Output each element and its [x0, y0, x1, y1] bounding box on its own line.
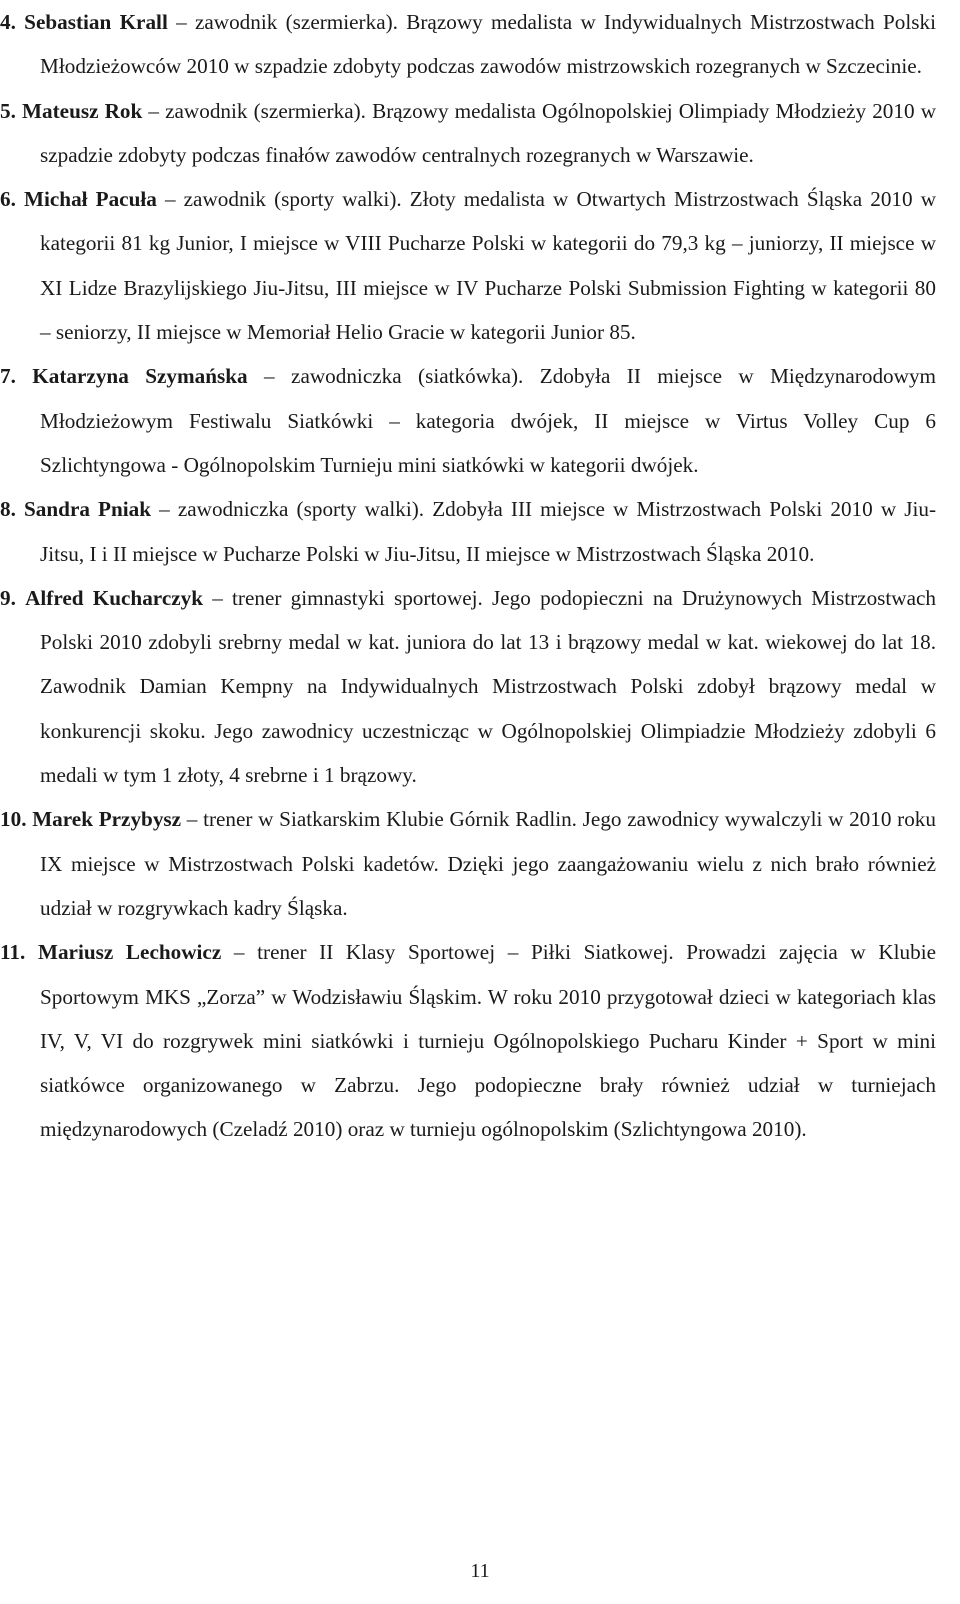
item-number: 10. [0, 807, 27, 832]
dash-separator: – [181, 807, 204, 832]
item-number: 6. [0, 187, 16, 212]
list-item [0, 797, 936, 930]
item-number: 4. [0, 10, 16, 34]
item-number: 8. [0, 497, 16, 522]
item-number: 9. [0, 585, 16, 610]
list-item [0, 0, 936, 89]
item-description: trener II Klasy Sportowej – Piłki Siatkowej. Prowadzi zajęcia w Klubie Sportowym MKS „Zorza” w Wodzisławiu Śląskim. W roku 2010 przygotował dzieci w kategoriach klas IV, V, VI do rozgrywek mini siatkówki i turnieju Ogólnopolskiego Pucharu Kinder + Sport w mini siatkówce organizowanego w Zabrzu. Jego podopieczne brały również udział w turniejach międzynarodowych (Czeladź 2010) oraz w turnieju ogólnopolskim (Szlichtyngowa 2010). [40, 940, 936, 1142]
dash-separator: – [151, 497, 178, 522]
person-name: Sebastian Krall [24, 10, 168, 34]
person-name: Katarzyna Szymańska [32, 364, 248, 389]
item-number: 5. [0, 98, 16, 123]
item-description: trener gimnastyki sportowej. Jego podopieczni na Drużynowych Mistrzostwach Polski 2010 zdobyli srebrny medal w kat. juniora do lat 13 i brązowy medal w kat. wiekowej do lat 18. Zawodnik Damian Kempny na Indywidualnych Mistrzostwach Polski zdobył brązowy medal w konkurencji skoku. Jego zawodnicy uczestnicząc w Ogólnopolskiej Olimpiadzie Młodzieży zdobyli 6 medali w tym 1 złoty, 4 srebrne i 1 brązowy. [40, 585, 936, 788]
item-number: 7. [0, 364, 16, 389]
person-name: Mateusz Rok [22, 98, 143, 123]
item-description: zawodnik (szermierka). Brązowy medalista w Indywidualnych Mistrzostwach Polski Młodzieżowców 2010 w szpadzie zdobyty podczas zawodów mistrzowskich rozegranych w Szczecinie. [40, 10, 936, 79]
list-item [0, 930, 936, 1151]
person-name: Michał Pacuła [24, 187, 157, 212]
dash-separator: – [156, 187, 184, 212]
page-number: 11 [470, 1560, 490, 1582]
dash-separator: – [247, 364, 292, 389]
list-item [0, 576, 936, 797]
list-item [0, 177, 937, 354]
item-number: 11. [0, 940, 26, 965]
dash-separator: – [167, 10, 195, 34]
item-description: zawodnik (szermierka). Brązowy medalista Ogólnopolskiej Olimpiady Młodzieży 2010 w szpadzie zdobyty podczas finałów zawodów centralnych rozegranych w Warszawie. [40, 98, 936, 167]
item-description: zawodniczka (sporty walki). Zdobyła III miejsce w Mistrzostwach Polski 2010 w Jiu-Jitsu, I i II miejsce w Pucharze Polski w Jiu-Jitsu, II miejsce w Mistrzostwach Śląska 2010. [40, 497, 937, 566]
dash-separator: – [203, 585, 232, 610]
list-item [0, 487, 937, 576]
dash-separator: – [221, 940, 258, 965]
item-description: trener w Siatkarskim Klubie Górnik Radlin. Jego zawodnicy wywalczyli w 2010 roku IX miejsce w Mistrzostwach Polski kadetów. Dzięki jego zaangażowaniu wielu z nich brało również udział w rozgrywkach kadry Śląska. [40, 807, 936, 920]
item-description: zawodnik (sporty walki). Złoty medalista w Otwartych Mistrzostwach Śląska 2010 w kategorii 81 kg Junior, I miejsce w VIII Pucharze Polski w kategorii do 79,3 kg – juniorzy, II miejsce w XI Lidze Brazylijskiego Jiu-Jitsu, III miejsce w IV Pucharze Polski Submission Fighting w kategorii 80 – seniorzy, II miejsce w Memoriał Helio Gracie w kategorii Junior 85. [40, 187, 937, 345]
list-item [0, 354, 937, 487]
list-item [0, 89, 936, 178]
dash-separator: – [142, 98, 166, 123]
person-name: Alfred Kucharczyk [25, 585, 203, 610]
person-name: Mariusz Lechowicz [37, 940, 222, 965]
person-name: Marek Przybysz [32, 807, 182, 832]
person-name: Sandra Pniak [24, 497, 152, 522]
item-description: zawodniczka (siatkówka). Zdobyła II miejsce w Międzynarodowym Młodzieżowym Festiwalu Siatkówki – kategoria dwójek, II miejsce w Virtus Volley Cup 6 Szlichtyngowa - Ogólnopolskim Turnieju mini siatkówki w kategorii dwójek. [40, 364, 937, 477]
